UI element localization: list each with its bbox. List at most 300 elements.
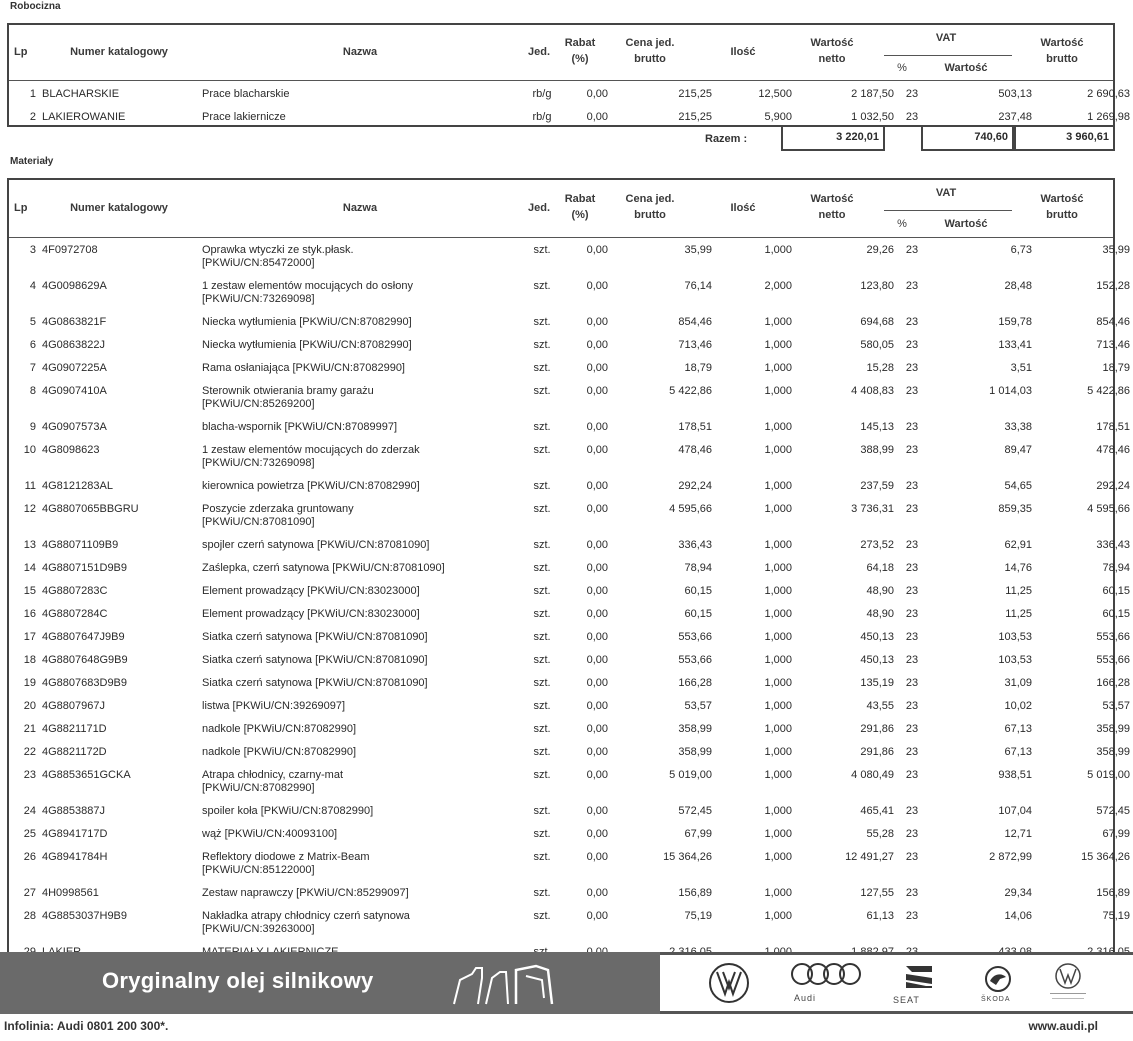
gross-cell: [1035, 440, 1133, 476]
catalog-cell-text: 4F0972708: [42, 244, 98, 256]
catalog-cell-text: 4G8098623: [42, 444, 100, 456]
labor-hdr-discount-unit: (%): [571, 53, 589, 65]
vat-pct-cell: [897, 627, 927, 650]
vat-value-cell-text: 1 014,03: [989, 385, 1032, 397]
discount-cell-text: 0,00: [586, 805, 608, 817]
vat-value-cell: [927, 883, 1035, 906]
name-cell-subline: [PKWiU/CN:87082990]: [202, 782, 315, 794]
catalog-cell: [39, 847, 199, 883]
lp-cell-text: 20: [23, 700, 36, 712]
gross-cell: [1035, 765, 1133, 801]
catalog-cell-text: 4G8121283AL: [42, 480, 113, 492]
qty-cell: [715, 906, 795, 942]
unit-price-cell: [611, 801, 715, 824]
vat-pct-cell: [897, 312, 927, 335]
vat-value-cell-text: 11,25: [1005, 585, 1032, 597]
vat-value-cell-text: 3,51: [1010, 362, 1032, 374]
name-cell-text: listwa [PKWiU/CN:39269097]: [202, 700, 346, 712]
discount-cell: [563, 312, 611, 335]
unit-price-cell: [611, 558, 715, 581]
lp-cell-text: 18: [23, 654, 36, 666]
discount-cell: [563, 627, 611, 650]
lp-cell-text: 3: [29, 244, 36, 256]
vat-pct-cell: [897, 742, 927, 765]
gross-cell: [1035, 381, 1133, 417]
qty-cell-text: 1,000: [764, 700, 792, 712]
qty-cell-text: 1,000: [764, 562, 792, 574]
materials-hdr-gross-2: brutto: [1046, 209, 1078, 221]
discount-cell-text: 0,00: [586, 539, 608, 551]
unit-price-cell-text: 178,51: [678, 421, 712, 433]
name-cell-text: Rama osłaniająca [PKWiU/CN:87082990]: [202, 362, 405, 374]
name-cell: [199, 440, 521, 476]
qty-cell-text: 1,000: [764, 723, 792, 735]
qty-cell: [715, 650, 795, 673]
net-cell-text: 15,28: [866, 362, 894, 374]
name-cell: [199, 499, 521, 535]
qty-cell-text: 1,000: [764, 539, 792, 551]
vat-pct-cell-text: 23: [905, 746, 919, 758]
vat-pct-cell-text: 23: [905, 362, 919, 374]
unit-cell-text: szt.: [533, 828, 551, 840]
materials-hdr-net-1: Wartość: [810, 193, 854, 205]
catalog-cell: [39, 476, 199, 499]
catalog-cell-text: 4G8807967J: [42, 700, 105, 712]
vat-value-cell-text: 33,38: [1004, 421, 1032, 433]
vat-value-cell: [927, 604, 1035, 627]
lp-cell-text: 16: [23, 608, 36, 620]
net-cell: [795, 627, 897, 650]
net-cell-text: 3 736,31: [851, 503, 894, 515]
name-cell-text: spoiler koła [PKWiU/CN:87082990]: [202, 805, 374, 817]
lp-cell: [9, 417, 39, 440]
vat-pct-cell-text: 23: [905, 585, 919, 597]
unit-cell-text: szt.: [533, 746, 551, 758]
net-cell: [795, 335, 897, 358]
unit-price-cell-text: 75,19: [684, 910, 712, 922]
unit-cell-text: szt.: [533, 851, 551, 863]
unit-price-cell: [611, 696, 715, 719]
discount-cell: [563, 417, 611, 440]
vat-value-cell-text: 62,91: [1004, 539, 1032, 551]
unit-price-cell: [611, 883, 715, 906]
net-cell-text: 135,19: [860, 677, 894, 689]
lp-cell-text: 7: [29, 362, 36, 374]
qty-cell: [715, 476, 795, 499]
material-row: [9, 358, 1133, 381]
qty-cell: [715, 84, 795, 107]
unit-cell: [521, 696, 563, 719]
net-cell-text: 237,59: [860, 480, 894, 492]
net-cell: [795, 240, 897, 276]
gross-cell: [1035, 824, 1133, 847]
audi-caption: Audi: [794, 993, 817, 1003]
net-cell-text: 64,18: [866, 562, 894, 574]
gross-cell: [1035, 84, 1133, 107]
catalog-cell-text: 4G8941784H: [42, 851, 108, 863]
net-cell-text: 123,80: [860, 280, 894, 292]
vat-pct-cell: [897, 335, 927, 358]
gross-cell: [1035, 906, 1133, 942]
net-cell: [795, 312, 897, 335]
name-cell-text: Siatka czerń satynowa [PKWiU/CN:87081090]: [202, 677, 428, 689]
discount-cell: [563, 499, 611, 535]
unit-cell-text: szt.: [533, 910, 551, 922]
gross-cell: [1035, 719, 1133, 742]
lp-cell-text: 17: [23, 631, 36, 643]
labor-hdr-vat: VAT: [935, 32, 957, 44]
name-cell: [199, 276, 521, 312]
name-cell-text: Element prowadzący [PKWiU/CN:83023000]: [202, 585, 420, 597]
net-cell: [795, 765, 897, 801]
discount-cell-text: 0,00: [586, 111, 608, 123]
lp-cell-text: 15: [23, 585, 36, 597]
unit-price-cell: [611, 906, 715, 942]
net-cell: [795, 558, 897, 581]
unit-cell: [521, 535, 563, 558]
oil-bottles-icon: [450, 958, 560, 1008]
labor-hdr-gross-2: brutto: [1046, 53, 1078, 65]
qty-cell: [715, 312, 795, 335]
discount-cell-text: 0,00: [586, 562, 608, 574]
net-cell: [795, 696, 897, 719]
vat-pct-cell-text: 23: [905, 805, 919, 817]
unit-price-cell: [611, 765, 715, 801]
lp-cell: [9, 581, 39, 604]
net-cell: [795, 604, 897, 627]
lp-cell: [9, 107, 39, 130]
gross-cell-text: 1 269,98: [1087, 111, 1130, 123]
discount-cell: [563, 335, 611, 358]
vat-value-cell: [927, 581, 1035, 604]
name-cell: [199, 883, 521, 906]
gross-cell: [1035, 476, 1133, 499]
vat-pct-cell-text: 23: [905, 503, 919, 515]
unit-price-cell-text: 358,99: [678, 723, 712, 735]
material-row: [9, 535, 1133, 558]
vat-value-cell-text: 6,73: [1010, 244, 1032, 256]
qty-cell: [715, 381, 795, 417]
vat-pct-cell: [897, 276, 927, 312]
vat-value-cell: [927, 276, 1035, 312]
vat-pct-cell: [897, 381, 927, 417]
unit-price-cell: [611, 107, 715, 130]
catalog-cell: [39, 824, 199, 847]
vat-value-cell-text: 12,71: [1004, 828, 1032, 840]
unit-cell-text: szt.: [533, 608, 551, 620]
vat-value-cell-text: 67,13: [1004, 746, 1032, 758]
discount-cell-text: 0,00: [586, 244, 608, 256]
vat-value-cell: [927, 312, 1035, 335]
labor-hdr-net-2: netto: [818, 53, 846, 65]
lp-cell-text: 1: [29, 88, 36, 100]
unit-cell-text: szt.: [533, 385, 551, 397]
unit-price-cell: [611, 847, 715, 883]
name-cell-text: Oprawka wtyczki ze styk.płask.: [202, 244, 354, 256]
material-row: [9, 240, 1133, 276]
catalog-cell-text: 4G8807683D9B9: [42, 677, 128, 689]
net-cell: [795, 440, 897, 476]
unit-price-cell: [611, 650, 715, 673]
unit-price-cell-text: 336,43: [678, 539, 712, 551]
gross-cell-text: 572,45: [1096, 805, 1130, 817]
materials-hdr-discount: Rabat: [564, 193, 596, 205]
qty-cell: [715, 883, 795, 906]
qty-cell-text: 1,000: [764, 805, 792, 817]
material-row: [9, 883, 1133, 906]
name-cell-text: Prace lakiernicze: [202, 111, 286, 123]
unit-cell: [521, 84, 563, 107]
material-row: [9, 558, 1133, 581]
catalog-cell: [39, 906, 199, 942]
net-cell-text: 273,52: [860, 539, 894, 551]
net-cell: [795, 824, 897, 847]
catalog-cell: [39, 765, 199, 801]
gross-cell: [1035, 358, 1133, 381]
catalog-cell-text: 4G0863822J: [42, 339, 105, 351]
discount-cell: [563, 604, 611, 627]
vat-value-cell: [927, 906, 1035, 942]
unit-price-cell-text: 67,99: [684, 828, 712, 840]
name-cell: [199, 719, 521, 742]
lp-cell: [9, 84, 39, 107]
unit-cell-text: szt.: [533, 631, 551, 643]
website-link[interactable]: www.audi.pl: [1028, 1019, 1098, 1033]
material-row: [9, 440, 1133, 476]
name-cell-text: Siatka czerń satynowa [PKWiU/CN:87081090]: [202, 654, 428, 666]
net-cell-text: 127,55: [860, 887, 894, 899]
name-cell-subline: [PKWiU/CN:73269098]: [202, 293, 315, 305]
unit-cell: [521, 335, 563, 358]
unit-cell: [521, 847, 563, 883]
labor-header-divider: [9, 80, 1113, 81]
unit-cell: [521, 765, 563, 801]
qty-cell-text: 1,000: [764, 362, 792, 374]
vat-value-cell-text: 2 872,99: [989, 851, 1032, 863]
discount-cell-text: 0,00: [586, 608, 608, 620]
unit-price-cell-text: 156,89: [678, 887, 712, 899]
gross-cell-text: 53,57: [1102, 700, 1130, 712]
vat-pct-cell-text: 23: [905, 910, 919, 922]
net-cell-text: 580,05: [860, 339, 894, 351]
materials-vat-divider: [884, 210, 1012, 211]
net-cell: [795, 906, 897, 942]
discount-cell-text: 0,00: [586, 385, 608, 397]
skoda-caption: ŠKODA: [981, 996, 1011, 1003]
vat-pct-cell: [897, 558, 927, 581]
net-cell-text: 465,41: [860, 805, 894, 817]
material-row: [9, 417, 1133, 440]
unit-price-cell-text: 15 364,26: [663, 851, 712, 863]
qty-cell-text: 1,000: [764, 339, 792, 351]
gross-cell-text: 2 690,63: [1087, 88, 1130, 100]
gross-cell: [1035, 742, 1133, 765]
catalog-cell-text: 4G0863821F: [42, 316, 107, 328]
vat-value-cell-text: 133,41: [998, 339, 1032, 351]
labor-hdr-name: Nazwa: [342, 46, 378, 58]
name-cell: [199, 581, 521, 604]
discount-cell: [563, 824, 611, 847]
qty-cell: [715, 801, 795, 824]
unit-cell-text: szt.: [533, 677, 551, 689]
lp-cell: [9, 906, 39, 942]
vat-value-cell-text: 31,09: [1004, 677, 1032, 689]
material-row: [9, 906, 1133, 942]
lp-cell: [9, 312, 39, 335]
gross-cell-text: 292,24: [1096, 480, 1130, 492]
catalog-cell-text: 4H0998561: [42, 887, 99, 899]
discount-cell-text: 0,00: [586, 503, 608, 515]
unit-price-cell-text: 5 019,00: [669, 769, 712, 781]
vat-value-cell: [927, 417, 1035, 440]
lp-cell-text: 9: [29, 421, 36, 433]
name-cell-subline: [PKWiU/CN:85472000]: [202, 257, 315, 269]
name-cell-text: 1 zestaw elementów mocujących do osłony: [202, 280, 413, 292]
unit-cell-text: szt.: [533, 805, 551, 817]
catalog-cell-text: 4G8807065BBGRU: [42, 503, 139, 515]
catalog-cell: [39, 719, 199, 742]
name-cell: [199, 558, 521, 581]
gross-cell-text: 553,66: [1096, 654, 1130, 666]
net-cell-text: 450,13: [860, 631, 894, 643]
vat-pct-cell-text: 23: [905, 421, 919, 433]
materials-hdr-price-2: brutto: [634, 209, 666, 221]
discount-cell: [563, 240, 611, 276]
materials-hdr-unit: Jed.: [527, 202, 550, 214]
discount-cell-text: 0,00: [586, 723, 608, 735]
vat-pct-cell: [897, 581, 927, 604]
material-row: [9, 335, 1133, 358]
name-cell: [199, 650, 521, 673]
qty-cell-text: 1,000: [764, 585, 792, 597]
unit-cell-text: szt.: [533, 887, 551, 899]
net-cell-text: 4 080,49: [851, 769, 894, 781]
discount-cell-text: 0,00: [586, 316, 608, 328]
vat-value-cell: [927, 535, 1035, 558]
discount-cell-text: 0,00: [586, 88, 608, 100]
qty-cell: [715, 673, 795, 696]
catalog-cell: [39, 499, 199, 535]
vat-pct-cell: [897, 696, 927, 719]
qty-cell-text: 1,000: [764, 421, 792, 433]
net-cell-text: 694,68: [860, 316, 894, 328]
labor-total-net: 3 220,01: [781, 127, 885, 151]
unit-cell: [521, 604, 563, 627]
discount-cell-text: 0,00: [586, 769, 608, 781]
name-cell-subline: [PKWiU/CN:85269200]: [202, 398, 315, 410]
lp-cell-text: 4: [29, 280, 36, 292]
lp-cell: [9, 276, 39, 312]
unit-cell-text: szt.: [533, 362, 551, 374]
vat-value-cell: [927, 742, 1035, 765]
labor-hdr-discount: Rabat: [564, 37, 596, 49]
audi-rings-icon: [790, 962, 862, 986]
catalog-cell-text: 4G0907225A: [42, 362, 107, 374]
discount-cell-text: 0,00: [586, 910, 608, 922]
unit-cell: [521, 499, 563, 535]
catalog-cell: [39, 581, 199, 604]
net-cell-text: 4 408,83: [851, 385, 894, 397]
name-cell: [199, 381, 521, 417]
unit-price-cell: [611, 276, 715, 312]
vat-pct-cell: [897, 499, 927, 535]
unit-price-cell: [611, 417, 715, 440]
labor-hdr-gross-1: Wartość: [1040, 37, 1084, 49]
seat-logo-icon: [904, 962, 934, 990]
unit-price-cell: [611, 240, 715, 276]
vat-pct-cell: [897, 847, 927, 883]
name-cell-subline: [PKWiU/CN:39263000]: [202, 923, 315, 935]
vat-value-cell-text: 14,76: [1004, 562, 1032, 574]
unit-price-cell-text: 478,46: [678, 444, 712, 456]
net-cell: [795, 276, 897, 312]
vat-pct-cell: [897, 801, 927, 824]
name-cell: [199, 358, 521, 381]
catalog-cell: [39, 558, 199, 581]
net-cell-text: 291,86: [860, 723, 894, 735]
discount-cell-text: 0,00: [586, 851, 608, 863]
lp-cell-text: 10: [23, 444, 36, 456]
unit-price-cell-text: 35,99: [684, 244, 712, 256]
catalog-cell: [39, 627, 199, 650]
name-cell: [199, 696, 521, 719]
catalog-cell: [39, 801, 199, 824]
net-cell: [795, 673, 897, 696]
gross-cell: [1035, 696, 1133, 719]
unit-price-cell-text: 215,25: [678, 111, 712, 123]
lp-cell: [9, 499, 39, 535]
gross-cell-text: 15 364,26: [1081, 851, 1130, 863]
labor-total-vat: 740,60: [921, 127, 1014, 151]
qty-cell-text: 1,000: [764, 654, 792, 666]
vat-pct-cell: [897, 440, 927, 476]
material-row: [9, 765, 1133, 801]
qty-cell-text: 1,000: [764, 677, 792, 689]
unit-cell-text: szt.: [533, 723, 551, 735]
vat-value-cell-text: 237,48: [998, 111, 1032, 123]
lp-cell: [9, 358, 39, 381]
name-cell-text: kierownica powietrza [PKWiU/CN:87082990]: [202, 480, 420, 492]
name-cell-text: blacha-wspornik [PKWiU/CN:87089997]: [202, 421, 398, 433]
lp-cell-text: 26: [23, 851, 36, 863]
name-cell-subline: [PKWiU/CN:85122000]: [202, 864, 315, 876]
net-cell-text: 61,13: [866, 910, 894, 922]
vat-value-cell: [927, 499, 1035, 535]
qty-cell-text: 1,000: [764, 631, 792, 643]
discount-cell: [563, 107, 611, 130]
catalog-cell: [39, 650, 199, 673]
net-cell: [795, 381, 897, 417]
material-row: [9, 719, 1133, 742]
lp-cell: [9, 673, 39, 696]
discount-cell-text: 0,00: [586, 677, 608, 689]
discount-cell-text: 0,00: [586, 280, 608, 292]
catalog-cell-text: 4G8853037H9B9: [42, 910, 128, 922]
unit-cell: [521, 358, 563, 381]
labor-row: [9, 84, 1133, 107]
infoline-text: Infolinia: Audi 0801 200 300*.: [4, 1019, 169, 1033]
qty-cell: [715, 276, 795, 312]
catalog-cell-text: 4G8941717D: [42, 828, 108, 840]
name-cell: [199, 476, 521, 499]
qty-cell-text: 1,000: [764, 385, 792, 397]
unit-cell-text: szt.: [533, 316, 551, 328]
gross-cell-text: 5 019,00: [1087, 769, 1130, 781]
unit-price-cell-text: 53,57: [684, 700, 712, 712]
unit-cell-text: szt.: [533, 444, 551, 456]
net-cell-text: 55,28: [866, 828, 894, 840]
vat-pct-cell-text: 23: [905, 244, 919, 256]
